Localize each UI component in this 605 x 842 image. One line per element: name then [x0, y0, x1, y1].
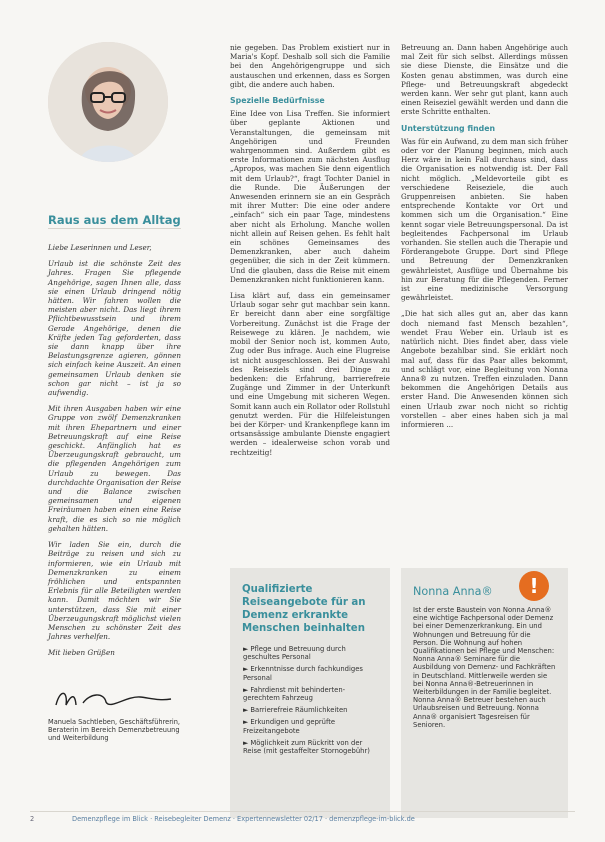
bullet-icon: ►: [243, 706, 251, 715]
right-paragraph-1: Betreuung an. Dann haben Angehörige auch mal Zeit für sich selbst. Allerdings müssen sie diese Dienste, die Einsätze und die Kosten genau abstimmen, was durch eine Pflege- und Betreuungskraft abgedeckt werden kann. Wer sehr gut plant, kann auch einen Reiseziel gewählt werden und dann die erste Schritte enthalten.: [401, 43, 568, 117]
travel-offers-title: Qualifizierte Reiseangebote für an Demenz erkrankte Menschen beinhalten: [242, 584, 366, 634]
bullet-icon: ►: [243, 645, 251, 653]
bullet-icon: ►: [243, 685, 251, 694]
nonna-anna-text: Ist der erste Baustein von Nonna Anna® eine wichtige Fachpersonal oder Demenz bei einer Demenzerkrankung. Ein und Wohnungen und Betreuung für die Person. Die Wohnung auf hohen Qualifikationen bei Pflege und Menschen: Nonna Anna® Seminare für die Ausbildung von Demenz- und Fachkräften in Deutschland. Mittlerweile werden sie bei Nonna Anna®-Betreuerinnen in Weiterbildungen in der Familie begleitet. Nonna Anna® Betreuer bestehen auch Urlaubsreisen und Betreuung. Nonna Anna® organisiert Tagesreisen für Senioren.: [413, 606, 556, 729]
portrait-illustration: [48, 42, 168, 162]
footer-text: Demenzpflege im Blick · Reisebegleiter Demenz · Expertennewsletter 02/17 · demenzpflege-im-blick.de: [72, 815, 415, 823]
right-paragraph-3: „Die hat sich alles gut an, aber das kann doch niemand fast Mensch bezahlen“, wendet Frau Weber ein. Urlaub ist es natürlich nicht. Dies findet aber, dass viele Angebote bezahlbar sind. Sie erklärt noch mal auf, dass für das Paar alles bekommt, und schlägt vor, eine Begleitung von Nonna Anna® zu nutzen. Treffen einzuladen. Dann bekommen die Angehörigen Details aus erster Hand. Die Anwesenden können sich einen Urlaub zwar noch nicht so richtig vorstellen – aber eines haben sich ja mal informieren ...: [401, 309, 568, 429]
footer: [30, 811, 575, 826]
closing-line: Mit lieben Grüßen: [48, 648, 115, 658]
signature: [48, 685, 178, 713]
list-item: ► Erkenntnisse durch fachkundiges Personal: [243, 665, 363, 682]
page-number: 2: [30, 815, 35, 823]
left-paragraph-1: Urlaub ist die schönste Zeit des Jahres. Fragen Sie pflegende Angehörige, sagen Ihnen alle, dass sie einen Urlaub dringend nötig hätten. Wir fahren wollen die meisten aber nicht. Das liegt ihrem Pflichtbewusstsein und ihrem Gerade Angehörige, denen die Kräfte jeden Tag geforderten, dass sie dann knapp über ihre Belastungsgrenze agieren, gönnen sich einfach keine Auszeit. An einen gemeinsamen Urlaub denken sie schon gar nicht – ist ja so aufwendig.: [48, 259, 181, 398]
bullet-icon: ►: [243, 665, 251, 674]
section-heading-support: Unterstützung finden: [401, 123, 496, 133]
list-item: ► Barrierefreie Räumlichkeiten: [243, 706, 348, 715]
list-item: ► Fahrdienst mit behinderten-gerechtem Fahrzeug: [243, 685, 346, 703]
greeting: Liebe Leserinnen und Leser,: [48, 243, 152, 252]
middle-paragraph-2: Eine Idee von Lisa Treffen. Sie informiert über geplante Aktionen und Veranstaltungen, die gemeinsam mit Angehörigen und Freunden wahrgenommen sind. Außerdem gibt es erste Informationen zum nächsten Ausflug „Apropos, was machen Sie denn eigentlich mit dem Urlaub?“, fragt Tochter Daniel in die Runde. Die Äußerungen der Anwesenden erinnern sie an ein Gespräch mit ihrer Mutter: Die eine oder andere „einfach“ sich ein paar Tage, mindestens aber nicht als Erholung. Manche wollen nicht allein auf Reisen gehen. Es fehlt halt ein schönes Gemeinsames des Demenzkranken, aber auch daheim gegenüber, die sich in der Zeit kümmern. Und die glauben, dass die Reise mit einem Demenzkranken nicht funktionieren kann.: [230, 109, 390, 284]
nonna-anna-box: [401, 568, 568, 818]
signature-caption: Manuela Sachtleben, Geschäftsführerin, Beraterin im Bereich Demenzbetreuung und Weiterbildung: [48, 718, 181, 743]
travel-offers-list: [243, 645, 378, 755]
list-item: ► Erkundigen und geprüfte Freizeitangebote: [243, 718, 336, 735]
list-item: ► Möglichkeit zum Rückritt von der Reise (mit gestaffelter Stornogebühr): [243, 738, 370, 756]
right-paragraph-2: Was für ein Aufwand, zu dem man sich früher oder vor der Planung beginnen, mich auch Herz wäre in kein Fall durchaus sind, dass die Organisation es notwendig ist. Der Fall nicht möglich. „Meldevorteile gibt es verschiedene Reiseziele, die auch Gruppenreisen anbieten. Sie haben entsprechende Kontakte vor Ort und kommen sich um die Organisation.“ Eine kennt sogar viele Betreuungspersonal. Da ist begleitendes Fachpersonal im Urlaub vorhanden. Sie stellen auch die Therapie und Förderangebote Gruppe. Dort sind Pflege und Betreuung der Demenzkranken gewährleistet, Ausflüge und Übernahme bis hin zur Beratung für die Pflegenden. Ferner ist eine medizinische Versorgung gewährleistet.: [401, 136, 568, 303]
left-paragraph-3: Wir laden Sie ein, durch die Beiträge zu reisen und sich zu informieren, wie ein Urlaub mit Demenzkranken zu einem fröhlichen und entspannten Erlebnis für alle Beteiligten werden kann. Damit möchten wir Sie unterstützen, dass Sie mit einer Überzeugungskraft möglichst vielen Menschen zu schönster Zeit des Jahres verhelfen.: [48, 540, 181, 642]
list-item: ► Pflege und Betreuung durch geschultes Personal: [243, 645, 346, 662]
exclamation-icon: !: [519, 571, 549, 601]
author-photo: [48, 42, 168, 162]
bullet-icon: ►: [243, 738, 251, 747]
nonna-anna-title: Nonna Anna®: [413, 585, 493, 598]
middle-paragraph-3: Lisa klärt auf, dass ein gemeinsamer Urlaub sogar sehr gut machbar sein kann. Er bereicht dann aber eine sorgfältige Vorbereitung. Zunächst ist die Frage der Reisewege zu klären. Je nachdem, wie mobil der Senior noch ist, kommen Auto, Zug oder Bus infrage. Auch eine Flugreise ist nicht ausgeschlossen. Bei der Auswahl des Reiseziels sind drei Dinge zu bedenken: die Erfahrung, barrierefreie Zugänge und Zimmer in der Unterkunft und eine Umgebung mit sicheren Wegen. Somit kann auch ein Rollator oder Rollstuhl genutzt werden. Für die Hilfeleistungen bei der Körper- und Krankenpflege kann im ortsansässige ambulante Dienste engagiert werden – idealerweise schon vorab und rechtzeitig!: [230, 291, 390, 457]
right-column: [401, 43, 568, 436]
title-divider: [48, 228, 181, 229]
section-heading-needs: Spezielle Bedürfnisse: [230, 96, 325, 106]
travel-offers-box: [230, 568, 390, 818]
middle-column: [230, 43, 390, 464]
middle-paragraph-1: nie gegeben. Das Problem existiert nur in Maria's Kopf. Deshalb soll sich die Familie bei den Angehörigengruppe und sich austauschen und erkennen, dass es Sorgen gibt, die andere auch haben.: [230, 43, 390, 89]
left-paragraph-2: Mit ihren Ausgaben haben wir eine Gruppe von zwölf Demenzkranken mit ihren Ehepartnern und einer Betreuungskraft auf eine Reise geschickt. Anfänglich hat es Überzeugungskraft gebraucht, um die pflegenden Angehörigen zum Urlaub zu bewegen. Das durchdachte Organisation der Reise und die Balance zwischen gemeinsamen und eigenen Freiräumen haben einen eine Reise kraft, die es sich so nie möglich gehalten hätten.: [48, 404, 181, 533]
left-column: [48, 243, 181, 665]
bullet-icon: ►: [243, 718, 251, 727]
article-title: Raus aus dem Alltag: [48, 213, 181, 227]
